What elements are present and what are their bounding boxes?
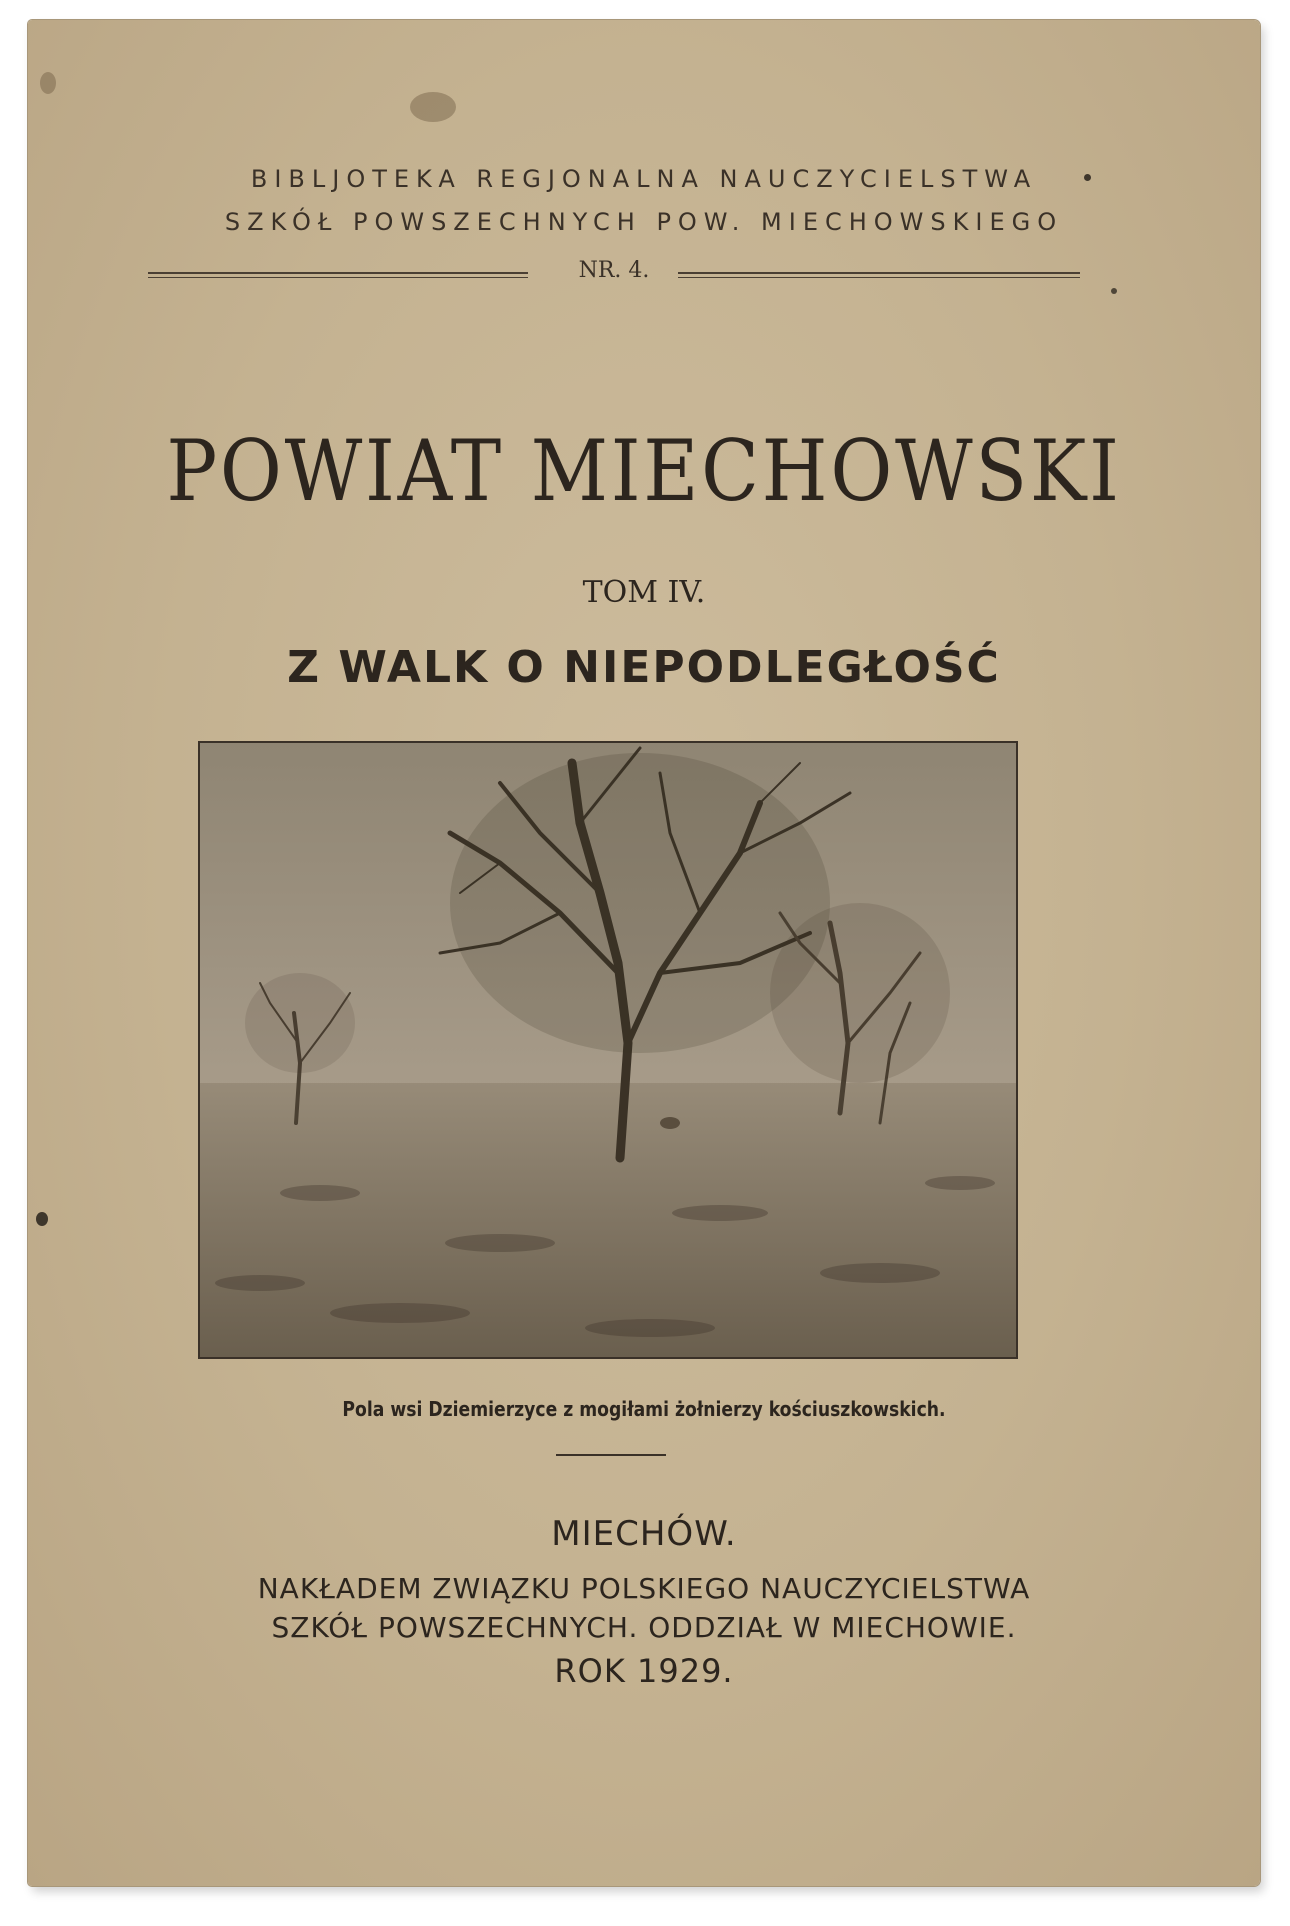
book-cover <box>28 20 1260 1886</box>
series-number-row <box>148 258 1080 288</box>
book-subtitle: Z WALK O NIEPODLEGŁOŚĆ <box>287 642 1001 693</box>
book-title: POWIAT MIECHOWSKI <box>166 422 1122 520</box>
volume-label: TOM IV. <box>582 575 706 610</box>
series-title-line-1: BIBLJOTEKA REGJONALNA NAUCZYCIELSTWA <box>250 165 1038 193</box>
winter-field-trees-image <box>200 743 1016 1357</box>
series-title-line-2: SZKÓŁ POWSZECHNYCH POW. MIECHOWSKIEGO <box>224 208 1064 236</box>
cover-photograph <box>198 741 1018 1359</box>
publication-year: ROK 1929. <box>554 1652 734 1690</box>
publisher-line-2: SZKÓŁ POWSZECHNYCH. ODDZIAŁ W MIECHOWIE. <box>271 1611 1017 1644</box>
divider-line <box>556 1454 666 1456</box>
publisher-line-1: NAKŁADEM ZWIĄZKU POLSKIEGO NAUCZYCIELSTWA <box>257 1572 1031 1605</box>
decorative-rule-right <box>678 272 1080 274</box>
series-number: NR. 4. <box>578 258 650 283</box>
publication-place: MIECHÓW. <box>551 1514 737 1554</box>
photo-caption: Pola wsi Dziemierzyce z mogiłami żołnierzy kościuszkowskich. <box>342 1397 946 1421</box>
